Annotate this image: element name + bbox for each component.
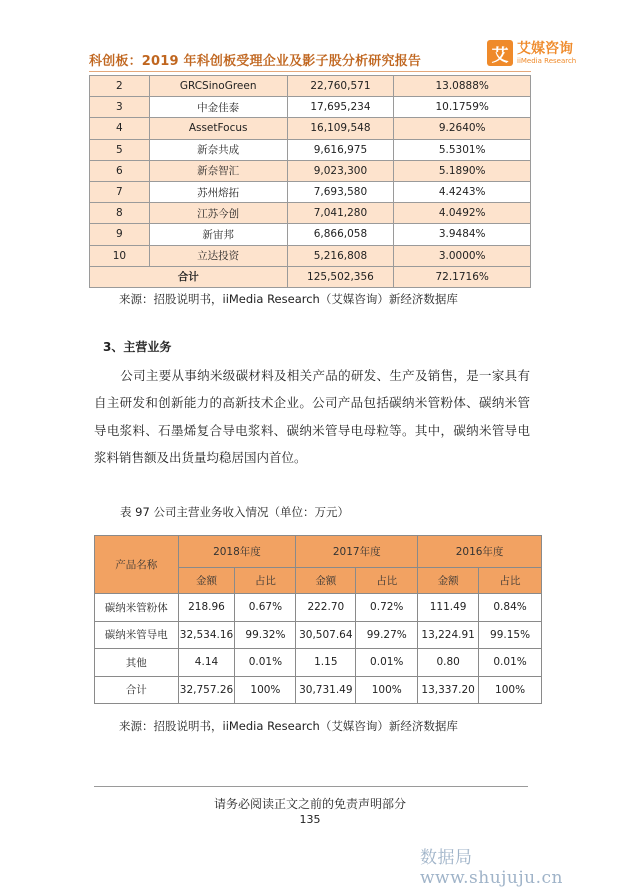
- cell-amount: 16,109,548: [287, 118, 394, 139]
- table-row: [95, 649, 542, 677]
- cell-rank: 3: [90, 97, 150, 118]
- table-row: [90, 181, 531, 202]
- ratio-cell: 0.01%: [235, 649, 296, 677]
- ratio-cell: 0.72%: [356, 594, 418, 622]
- cell-rank: 9: [90, 224, 150, 245]
- cell-rank: 6: [90, 160, 150, 181]
- sub-header-ratio: 占比: [479, 568, 542, 594]
- logo-cn-text: 艾媒咨询: [517, 40, 573, 57]
- amount-cell: 4.14: [178, 649, 235, 677]
- product-name-cell: 碳纳米管导电: [95, 621, 179, 649]
- cell-rank: 10: [90, 245, 150, 266]
- page-header-title: 科创板：2019 年科创板受理企业及影子股分析研究报告: [89, 54, 422, 69]
- cell-name: 中金佳泰: [149, 97, 287, 118]
- cell-amount: 22,760,571: [287, 76, 394, 97]
- table-row: [90, 139, 531, 160]
- iimedia-logo: [487, 40, 576, 66]
- shareholders-table: [89, 75, 531, 288]
- source-note-1: 来源：招股说明书，iiMedia Research（艾媒咨询）新经济数据库: [119, 292, 458, 306]
- amount-cell: 111.49: [418, 594, 479, 622]
- amount-cell: 0.80: [418, 649, 479, 677]
- product-name-header: 产品名称: [95, 536, 179, 594]
- cell-amount: 7,693,580: [287, 181, 394, 202]
- cell-pct: 13.0888%: [394, 76, 531, 97]
- table-row: [90, 245, 531, 266]
- total-label: 合计: [90, 266, 288, 287]
- ratio-cell: 0.67%: [235, 594, 296, 622]
- business-paragraph-text: 公司主要从事纳米级碳材料及相关产品的研发、生产及销售，是一家具有自主研发和创新能力的高新技术企业。公司产品包括碳纳米管粉体、碳纳米管导电浆料、石墨烯复合导电浆料、碳纳米管导电母粒等。其中，碳纳米管导电浆料销售额及出货量均稳居国内首位。: [94, 368, 530, 466]
- amount-cell: 13,337.20: [418, 676, 479, 704]
- table-row: [95, 594, 542, 622]
- watermark: 数据局 www.shujuju.cn: [420, 848, 563, 888]
- ratio-cell: 100%: [479, 676, 542, 704]
- cell-name: 新奈智汇: [149, 160, 287, 181]
- cell-name: AssetFocus: [149, 118, 287, 139]
- header-divider: [89, 71, 531, 72]
- table-row: [95, 621, 542, 649]
- ratio-cell: 0.84%: [479, 594, 542, 622]
- year-header-2016: 2016年度: [418, 536, 542, 568]
- sub-header-ratio: 占比: [235, 568, 296, 594]
- sub-header-amount: 金额: [296, 568, 356, 594]
- revenue-table: [94, 535, 542, 704]
- cell-pct: 4.0492%: [394, 203, 531, 224]
- ratio-cell: 100%: [235, 676, 296, 704]
- cell-rank: 8: [90, 203, 150, 224]
- logo-mark-icon: 艾: [487, 40, 513, 66]
- ratio-cell: 0.01%: [356, 649, 418, 677]
- cell-name: GRCSinoGreen: [149, 76, 287, 97]
- cell-amount: 6,866,058: [287, 224, 394, 245]
- total-amount: 125,502,356: [287, 266, 394, 287]
- amount-cell: 30,731.49: [296, 676, 356, 704]
- product-name-cell: 合计: [95, 676, 179, 704]
- amount-cell: 30,507.64: [296, 621, 356, 649]
- total-pct: 72.1716%: [394, 266, 531, 287]
- amount-cell: 1.15: [296, 649, 356, 677]
- ratio-cell: 99.15%: [479, 621, 542, 649]
- amount-cell: 13,224.91: [418, 621, 479, 649]
- ratio-cell: 99.27%: [356, 621, 418, 649]
- table-row: [95, 676, 542, 704]
- table-row: [90, 97, 531, 118]
- year-header-2017: 2017年度: [296, 536, 418, 568]
- cell-rank: 2: [90, 76, 150, 97]
- cell-pct: 9.2640%: [394, 118, 531, 139]
- year-header-2018: 2018年度: [178, 536, 296, 568]
- table-row: [90, 160, 531, 181]
- cell-name: 苏州熔拓: [149, 181, 287, 202]
- table-row: [90, 203, 531, 224]
- table-row: [90, 224, 531, 245]
- source-note-2: 来源：招股说明书，iiMedia Research（艾媒咨询）新经济数据库: [119, 719, 458, 733]
- total-row: [90, 266, 531, 287]
- cell-name: 立达投资: [149, 245, 287, 266]
- cell-amount: 5,216,808: [287, 245, 394, 266]
- cell-amount: 9,616,975: [287, 139, 394, 160]
- sub-header-amount: 金额: [418, 568, 479, 594]
- cell-amount: 17,695,234: [287, 97, 394, 118]
- cell-pct: 10.1759%: [394, 97, 531, 118]
- cell-pct: 5.5301%: [394, 139, 531, 160]
- ratio-cell: 99.32%: [235, 621, 296, 649]
- sub-header-ratio: 占比: [356, 568, 418, 594]
- table-caption: 表 97 公司主营业务收入情况（单位：万元）: [120, 505, 349, 519]
- cell-rank: 7: [90, 181, 150, 202]
- product-name-cell: 其他: [95, 649, 179, 677]
- amount-cell: 218.96: [178, 594, 235, 622]
- footer-disclaimer: 请务必阅读正文之前的免责声明部分: [213, 797, 406, 811]
- ratio-cell: 0.01%: [479, 649, 542, 677]
- page-number: 135: [299, 813, 321, 826]
- cell-pct: 3.9484%: [394, 224, 531, 245]
- cell-pct: 4.4243%: [394, 181, 531, 202]
- section-title: 3、主营业务: [103, 340, 172, 354]
- sub-header-amount: 金额: [178, 568, 235, 594]
- cell-pct: 5.1890%: [394, 160, 531, 181]
- table-row: [90, 76, 531, 97]
- product-name-cell: 碳纳米管粉体: [95, 594, 179, 622]
- amount-cell: 222.70: [296, 594, 356, 622]
- amount-cell: 32,534.16: [178, 621, 235, 649]
- amount-cell: 32,757.26: [178, 676, 235, 704]
- cell-amount: 9,023,300: [287, 160, 394, 181]
- ratio-cell: 100%: [356, 676, 418, 704]
- business-paragraph: [94, 362, 530, 472]
- cell-name: 江苏今创: [149, 203, 287, 224]
- table-row: [90, 118, 531, 139]
- cell-name: 新宙邦: [149, 224, 287, 245]
- cell-rank: 5: [90, 139, 150, 160]
- cell-rank: 4: [90, 118, 150, 139]
- logo-en-text: iiMedia Research: [517, 56, 577, 65]
- cell-amount: 7,041,280: [287, 203, 394, 224]
- footer-divider: [94, 786, 528, 787]
- cell-pct: 3.0000%: [394, 245, 531, 266]
- cell-name: 新奈共成: [149, 139, 287, 160]
